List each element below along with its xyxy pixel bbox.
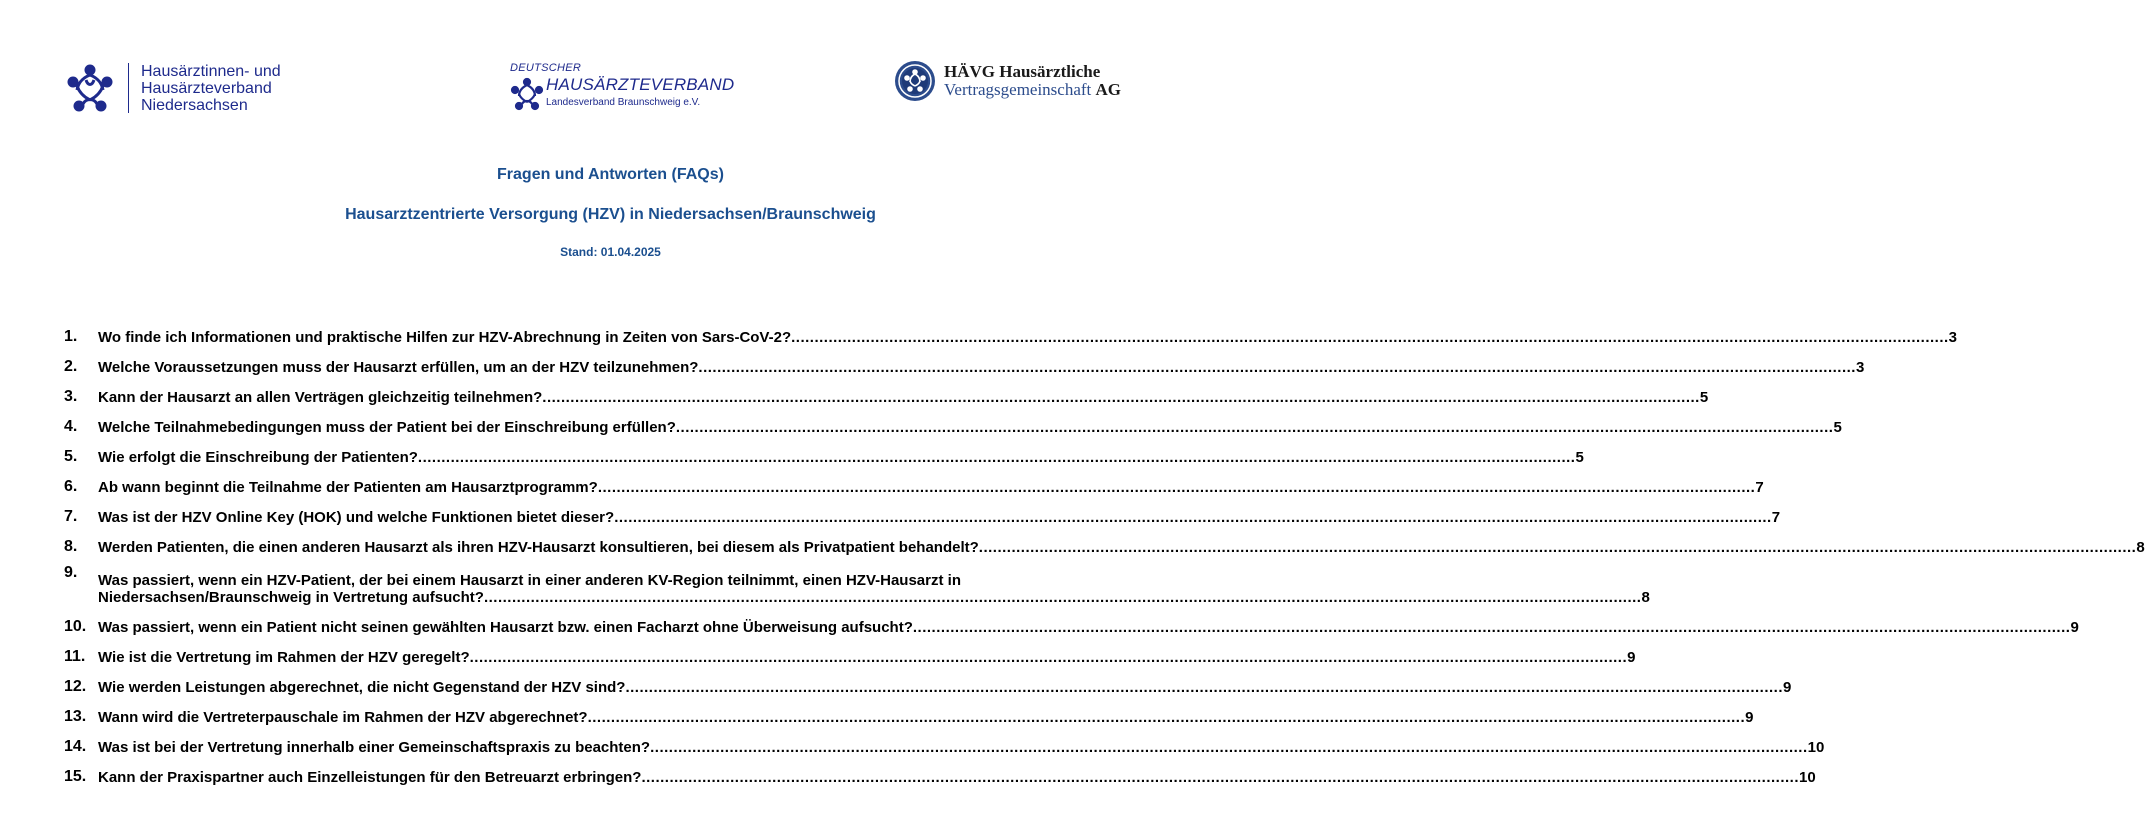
toc-item-6[interactable] <box>64 466 1764 496</box>
toc-item-2[interactable] <box>64 346 1865 376</box>
logo-left-text <box>141 63 281 114</box>
toc-question: Kann der Praxispartner auch Einzelleistungen für den Betreuarzt erbringen? <box>98 769 642 786</box>
toc-item-11[interactable] <box>64 636 1636 666</box>
toc-page-number: 9 <box>1783 679 1792 696</box>
document-header <box>0 0 1221 140</box>
toc-leader-dots <box>698 359 1856 376</box>
toc-leader-dots <box>484 589 1642 606</box>
toc-question-line-1: Was passiert, wenn ein HZV-Patient, der bei einem Hausarzt in einer anderen KV-Region teilnimmt, einen HZV-Hausarzt in <box>98 572 961 589</box>
toc-question: Welche Voraussetzungen muss der Hausarzt erfüllen, um an der HZV teilzunehmen? <box>98 359 699 376</box>
toc-item-10[interactable] <box>64 606 2079 636</box>
logo-hausaerzteverband-niedersachsen <box>64 62 281 114</box>
toc-number: 13. <box>64 708 87 725</box>
toc-number: 7. <box>64 508 78 525</box>
toc-item-13[interactable] <box>64 696 1754 726</box>
logo-deutscher-hausaerzteverband <box>508 62 738 112</box>
logo-right-line-1: HÄVG Hausärztliche <box>944 62 1101 81</box>
logo-right-line-2-suffix: AG <box>1095 80 1122 99</box>
toc-page-number: 3 <box>1948 329 1958 346</box>
toc-number: 6. <box>64 478 78 495</box>
toc-item-8[interactable] <box>64 526 2145 556</box>
toc-question: Werden Patienten, die einen anderen Hausarzt als ihren HZV-Hausarzt konsultieren, bei diesem als Privatpatient behandelt? <box>98 539 979 556</box>
toc-page-number: 5 <box>1699 389 1709 406</box>
toc-question-line-2: Niedersachsen/Braunschweig in Vertretung aufsucht? <box>98 589 484 606</box>
toc-leader-dots <box>913 619 2071 636</box>
toc-item-1[interactable] <box>64 316 1958 346</box>
toc-leader-dots <box>614 509 1772 526</box>
toc-leader-dots <box>470 649 1628 666</box>
toc-leader-dots <box>625 679 1783 696</box>
logo-haevg <box>894 60 1121 102</box>
toc-question: Was ist der HZV Online Key (HOK) und welche Funktionen bietet dieser? <box>98 509 615 526</box>
document-date: Stand: 01.04.2025 <box>560 245 661 259</box>
toc-question: Wie erfolgt die Einschreibung der Patienten? <box>98 449 418 466</box>
toc-number: 8. <box>64 538 78 555</box>
toc-item-5[interactable] <box>64 436 1584 466</box>
toc-leader-dots <box>418 449 1576 466</box>
logo-left-line-1: Hausärztinnen- und <box>141 62 281 80</box>
toc-page-number: 10 <box>1807 739 1825 756</box>
toc-question: Wie werden Leistungen abgerechnet, die nicht Gegenstand der HZV sind? <box>98 679 626 696</box>
logo-left-line-3: Niedersachsen <box>141 96 248 114</box>
toc-question: Was ist bei der Vertretung innerhalb einer Gemeinschaftspraxis zu beachten? <box>98 739 651 756</box>
logo-left-line-2: Hausärzteverband <box>141 79 272 97</box>
hausaerzteverband-nds-logo-icon <box>64 62 116 114</box>
deutscher-hausaerzteverband-logo-icon <box>510 77 544 111</box>
toc-question: Welche Teilnahmebedingungen muss der Patient bei der Einschreibung erfüllen? <box>98 419 676 436</box>
toc-number: 11. <box>64 648 86 665</box>
toc-item-12[interactable] <box>64 666 1792 696</box>
toc-number: 2. <box>64 358 78 375</box>
toc-question: Ab wann beginnt die Teilnahme der Patienten am Hausarztprogramm? <box>98 479 598 496</box>
logo-right-line-2 <box>944 81 1121 99</box>
logo-right-line-2-main: Vertragsgemeinschaft <box>944 80 1092 99</box>
toc-page-number: 3 <box>1855 359 1865 376</box>
toc-item-9[interactable] <box>64 556 1650 606</box>
toc-item-14[interactable] <box>64 726 1825 756</box>
logo-right-text <box>944 63 1121 99</box>
toc-item-3[interactable] <box>64 376 1709 406</box>
toc-item-15[interactable] <box>64 756 1816 786</box>
toc-leader-dots <box>791 329 1949 346</box>
toc-number: 12. <box>64 678 87 695</box>
toc-leader-dots <box>598 479 1756 496</box>
toc-page-number: 5 <box>1833 419 1842 436</box>
toc-question: Wie ist die Vertretung im Rahmen der HZV geregelt? <box>98 649 470 666</box>
toc-page-number: 9 <box>2070 619 2079 636</box>
toc-page-number: 7 <box>1771 509 1781 526</box>
logo-mid-sub: Landesverband Braunschweig e.V. <box>546 97 701 108</box>
haevg-logo-icon <box>894 60 936 102</box>
toc-leader-dots <box>979 539 2137 556</box>
logo-divider <box>128 63 129 113</box>
toc-number: 4. <box>64 418 78 435</box>
toc-item-7[interactable] <box>64 496 1781 526</box>
document-subtitle: Hausarztzentrierte Versorgung (HZV) in Niedersachsen/Braunschweig <box>345 206 876 223</box>
toc-question: Wo finde ich Informationen und praktische Hilfen zur HZV-Abrechnung in Zeiten von Sars-CoV-2? <box>98 329 792 346</box>
toc-question: Wann wird die Vertreterpauschale im Rahmen der HZV abgerechnet? <box>98 709 588 726</box>
toc-number: 5. <box>64 448 78 465</box>
table-of-contents <box>64 316 2145 786</box>
toc-page-number: 8 <box>1641 589 1650 606</box>
toc-leader-dots <box>676 419 1834 436</box>
toc-number: 10. <box>64 618 87 635</box>
toc-leader-dots <box>641 769 1799 786</box>
toc-number: 14. <box>64 738 87 755</box>
toc-leader-dots <box>650 739 1808 756</box>
toc-page-number: 7 <box>1755 479 1764 496</box>
logo-mid-top: DEUTSCHER <box>510 62 582 74</box>
toc-question: Was passiert, wenn ein Patient nicht seinen gewählten Hausarzt bzw. einen Facharzt ohne Überweisung aufsucht? <box>98 619 913 636</box>
toc-item-4[interactable] <box>64 406 1842 436</box>
toc-page-number: 10 <box>1799 769 1816 786</box>
toc-leader-dots <box>542 389 1700 406</box>
document-title: Fragen und Antworten (FAQs) <box>497 166 724 183</box>
toc-leader-dots <box>588 709 1746 726</box>
toc-page-number: 9 <box>1745 709 1754 726</box>
toc-page-number: 8 <box>2136 539 2145 556</box>
logo-mid-name: HAUSÄRZTEVERBAND <box>546 75 735 94</box>
toc-number: 15. <box>64 768 87 785</box>
toc-page-number: 5 <box>1575 449 1584 466</box>
toc-number: 9. <box>64 564 78 581</box>
toc-page-number: 9 <box>1627 649 1636 666</box>
toc-number: 3. <box>64 388 78 405</box>
toc-question: Kann der Hausarzt an allen Verträgen gleichzeitig teilnehmen? <box>98 389 543 406</box>
toc-number: 1. <box>64 328 78 345</box>
